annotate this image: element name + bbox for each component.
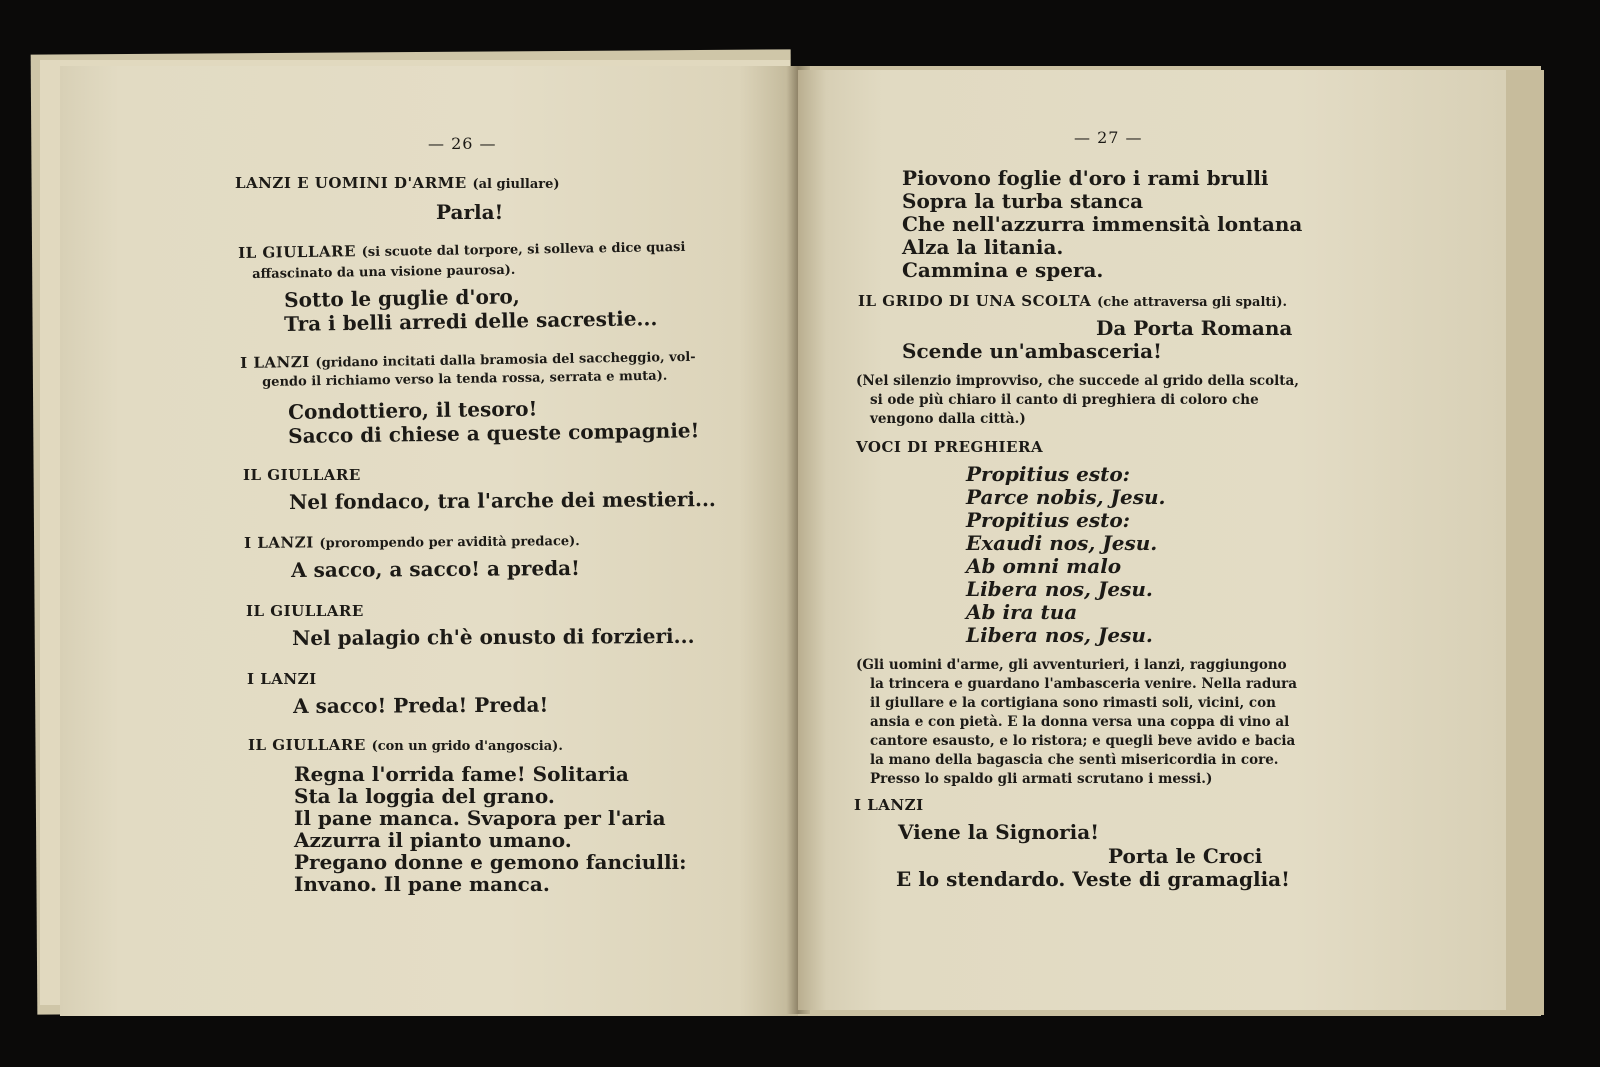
- stage-direction-block: (Gli uomini d'arme, gli avventurieri, i lanzi, raggiungono la trincera e guardano l'ambasceria venire. Nella radura il giullare e la cortigiana sono rimasti soli, vicini, con ansia e con pietà. E la donna versa una coppa di vino al cantore esausto, e lo ristora; e quegli beve avido e bacia la mano della bagascia che sentì misericordia in core. Presso lo spaldo gli armati scrutano i messi.): [856, 657, 1298, 787]
- verse-line: Sotto le guglie d'oro,: [284, 284, 520, 312]
- verse-line: Alza la litania.: [902, 235, 1064, 259]
- verse-line: Porta le Croci: [1108, 844, 1263, 868]
- verse-line: Viene la Signoria!: [898, 820, 1100, 844]
- prayer-line: Propitius esto:: [966, 462, 1131, 486]
- verse-line: Cammina e spera.: [902, 258, 1104, 282]
- prayer-line: Ab omni malo: [966, 554, 1122, 578]
- speaker-name: IL GIULLARE: [243, 466, 361, 484]
- stage-direction: (al giullare): [472, 177, 560, 192]
- verse-line: Invano. Il pane manca.: [294, 872, 550, 896]
- stage-direction: (si scuote dal torpore, si solleva e dice quasi: [361, 239, 686, 261]
- prayer-line: Libera nos, Jesu.: [966, 577, 1153, 601]
- verse-line: Sacco di chiese a queste compagnie!: [288, 418, 700, 448]
- page-number-left: — 26 —: [428, 134, 497, 153]
- prayer-line: Parce nobis, Jesu.: [966, 485, 1166, 509]
- speaker-name: IL GIULLARE: [248, 736, 366, 754]
- page-number-right: — 27 —: [1074, 128, 1143, 147]
- speaker-name: I LANZI: [240, 352, 310, 372]
- stage-direction: (che attraversa gli spalti).: [1097, 295, 1288, 310]
- verse-line: E lo stendardo. Veste di gramaglia!: [896, 867, 1290, 891]
- stage-direction: (prorompendo per avidità predace).: [319, 534, 580, 552]
- verse-line: Scende un'ambasceria!: [902, 339, 1162, 363]
- verse-line: A sacco, a sacco! a preda!: [291, 555, 580, 582]
- prayer-line: Propitius esto:: [966, 508, 1131, 532]
- verse-line: Il pane manca. Svapora per l'aria: [294, 806, 666, 830]
- right-page: [798, 70, 1506, 1010]
- prayer-line: Ab ira tua: [966, 600, 1078, 624]
- verse-line: Tra i belli arredi delle sacrestie...: [284, 306, 658, 336]
- verse-line: Nel fondaco, tra l'arche dei mestieri...: [289, 487, 716, 514]
- verse-line: Piovono foglie d'oro i rami brulli: [902, 166, 1269, 190]
- right-page-fore-edge: [1500, 70, 1544, 1015]
- speaker-line: [248, 736, 563, 754]
- verse-line: Nel palagio ch'è onusto di forzieri...: [292, 623, 695, 650]
- verse-line: Parla!: [436, 200, 504, 224]
- speaker-line: [238, 237, 686, 262]
- prayer-line: Libera nos, Jesu.: [966, 623, 1153, 647]
- left-page: [60, 66, 798, 1016]
- speaker-name: I LANZI: [247, 670, 317, 688]
- speaker-name: IL GRIDO DI UNA SCOLTA: [858, 292, 1092, 310]
- stage-direction: (gridano incitati dalla bramosia del saccheggio, vol-: [315, 349, 696, 371]
- prayer-line: Exaudi nos, Jesu.: [966, 531, 1158, 555]
- speaker-name: I LANZI: [244, 533, 314, 552]
- verse-line: Pregano donne e gemono fanciulli:: [294, 850, 687, 874]
- verse-line: Azzurra il pianto umano.: [294, 828, 572, 852]
- stage-direction-cont: affascinato da una visione paurosa).: [252, 262, 516, 282]
- speaker-line: [235, 174, 560, 192]
- speaker-name: I LANZI: [854, 796, 924, 814]
- speaker-name: IL GIULLARE: [238, 242, 357, 262]
- verse-line: Sopra la turba stanca: [902, 189, 1144, 213]
- verse-line: Sta la loggia del grano.: [294, 784, 555, 808]
- speaker-name: IL GIULLARE: [246, 602, 364, 620]
- stage-direction: (con un grido d'angoscia).: [371, 739, 563, 754]
- verse-line: Da Porta Romana: [1096, 316, 1293, 340]
- verse-line: Condottiero, il tesoro!: [288, 396, 538, 424]
- verse-line: A sacco! Preda! Preda!: [293, 692, 549, 718]
- speaker-name: LANZI E UOMINI D'ARME: [235, 174, 467, 192]
- stage-direction-cont: gendo il richiamo verso la tenda rossa, serrata e muta).: [262, 368, 668, 390]
- speaker-line: [858, 292, 1287, 310]
- verse-line: Che nell'azzurra immensità lontana: [902, 212, 1303, 236]
- speaker-name: VOCI DI PREGHIERA: [856, 438, 1044, 456]
- verse-line: Regna l'orrida fame! Solitaria: [294, 762, 629, 786]
- stage-direction-block: (Nel silenzio improvviso, che succede al grido della scolta, si ode più chiaro il canto di preghiera di coloro che vengono dalla città.): [856, 373, 1299, 427]
- speaker-line: [244, 531, 580, 552]
